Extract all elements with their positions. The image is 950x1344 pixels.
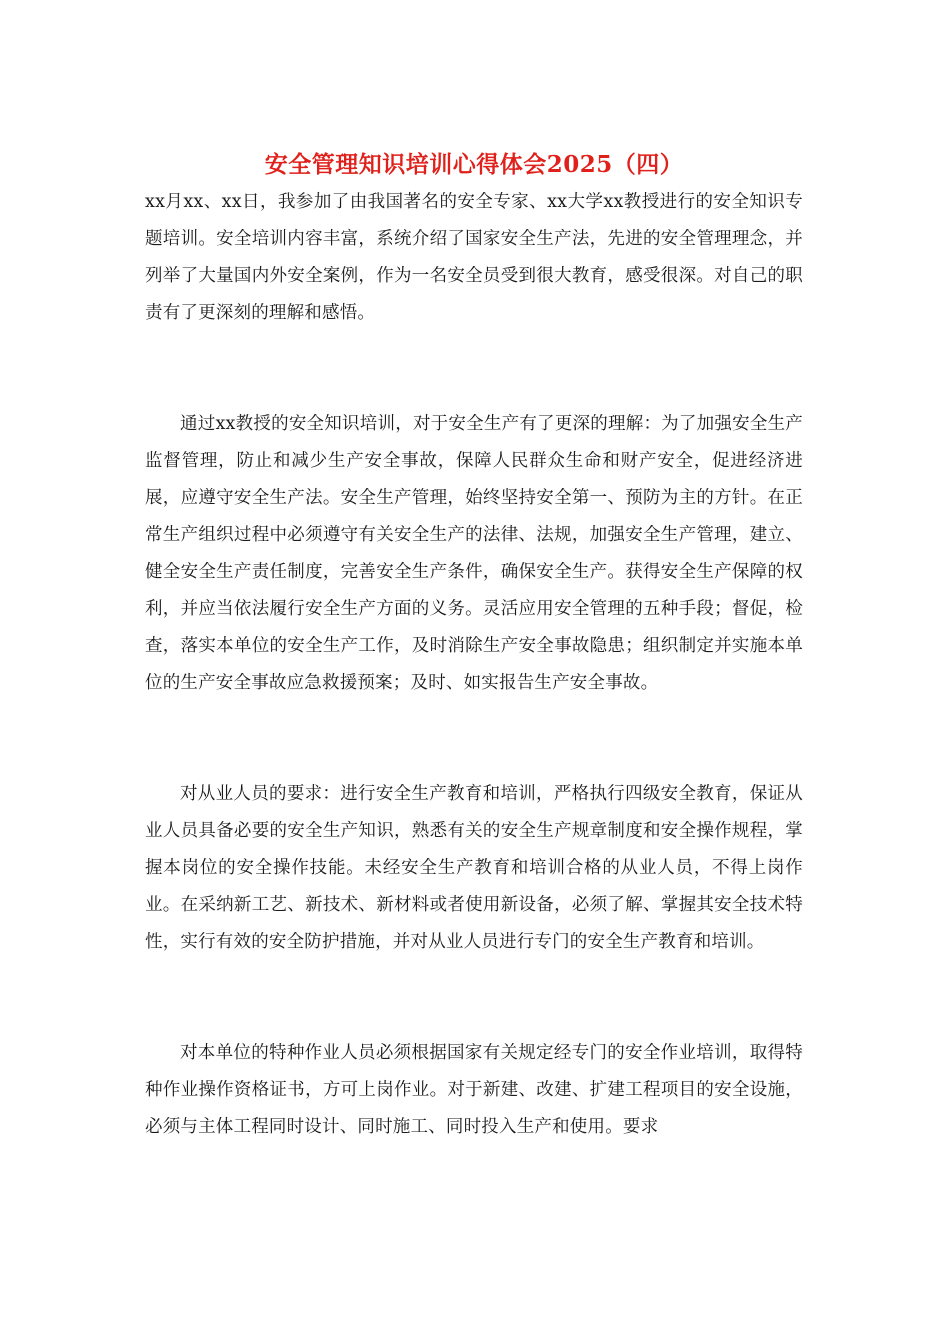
paragraph-gap [145, 702, 803, 776]
paragraph-2: 通过xx教授的安全知识培训，对于安全生产有了更深的理解：为了加强安全生产监督管理，防止和减少生产安全事故，保障人民群众生命和财产安全，促进经济进展，应遵守安全生产法。安全生产管理，始终坚持安全第一、预防为主的方针。在正常生产组织过程中必须遵守有关安全生产的法律、法规，加强安全生产管理，建立、健全安全生产责任制度，完善安全生产条件，确保安全生产。获得安全生产保障的权利，并应当依法履行安全生产方面的义务。灵活应用安全管理的五种手段；督促，检查，落实本单位的安全生产工作，及时消除生产安全事故隐患；组织制定并实施本单位的生产安全事故应急救援预案；及时、如实报告生产安全事故。 [145, 414, 803, 693]
document-title: 安全管理知识培训心得体会2025（四） [264, 151, 684, 178]
document-page [145, 150, 803, 1146]
paragraph-gap [145, 961, 803, 1035]
paragraph-1: xx月xx、xx日，我参加了由我国著名的安全专家、xx大学xx教授进行的安全知识专题培训。安全培训内容丰富，系统介绍了国家安全生产法，先进的安全管理理念，并列举了大量国内外安全案例，作为一名安全员受到很大教育，感受很深。对自己的职责有了更深刻的理解和感悟。 [145, 192, 803, 323]
paragraph-4: 对本单位的特种作业人员必须根据国家有关规定经专门的安全作业培训，取得特种作业操作资格证书，方可上岗作业。对于新建、改建、扩建工程项目的安全设施，必须与主体工程同时设计、同时施工、同时投入生产和使用。要求 [145, 1043, 803, 1137]
paragraph-gap [145, 332, 803, 406]
paragraph-3: 对从业人员的要求：进行安全生产教育和培训，严格执行四级安全教育，保证从业人员具备必要的安全生产知识，熟悉有关的安全生产规章制度和安全操作规程，掌握本岗位的安全操作技能。未经安全生产教育和培训合格的从业人员，不得上岗作业。在采纳新工艺、新技术、新材料或者使用新设备，必须了解、掌握其安全技术特性，实行有效的安全防护措施，并对从业人员进行专门的安全生产教育和培训。 [145, 784, 803, 952]
